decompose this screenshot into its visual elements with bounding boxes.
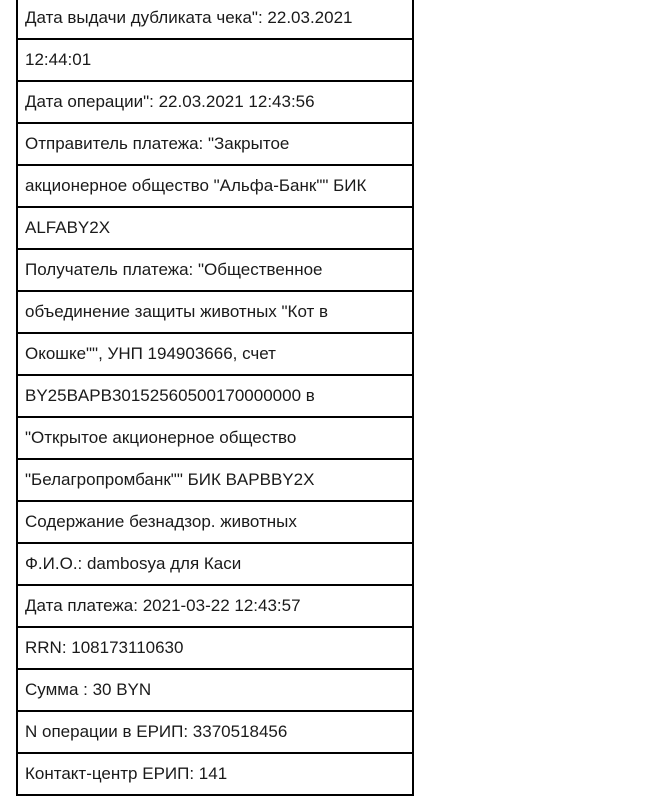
receipt-line-sender-1: Отправитель платежа: "Закрытое bbox=[18, 124, 412, 166]
receipt-line-sender-3: ALFABY2X bbox=[18, 208, 412, 250]
receipt-line-bank-1: "Открытое акционерное общество bbox=[18, 418, 412, 460]
receipt-line-recipient-1: Получатель платежа: "Общественное bbox=[18, 250, 412, 292]
receipt-line-duplicate-time: 12:44:01 bbox=[18, 40, 412, 82]
receipt-line-purpose: Содержание безнадзор. животных bbox=[18, 502, 412, 544]
receipt-line-account: BY25BAPB30152560500170000000 в bbox=[18, 376, 412, 418]
receipt-line-contact-center: Контакт-центр ЕРИП: 141 bbox=[18, 754, 412, 796]
receipt-line-rrn: RRN: 108173110630 bbox=[18, 628, 412, 670]
receipt-line-duplicate-date: Дата выдачи дубликата чека": 22.03.2021 bbox=[18, 0, 412, 40]
receipt-table bbox=[16, 0, 414, 796]
receipt-line-recipient-3: Окошке"", УНП 194903666, счет bbox=[18, 334, 412, 376]
receipt-line-erip-operation: N операции в ЕРИП: 3370518456 bbox=[18, 712, 412, 754]
receipt-line-recipient-2: объединение защиты животных "Кот в bbox=[18, 292, 412, 334]
receipt-line-amount: Сумма : 30 BYN bbox=[18, 670, 412, 712]
receipt-line-payment-date: Дата платежа: 2021-03-22 12:43:57 bbox=[18, 586, 412, 628]
receipt-line-operation-date: Дата операции": 22.03.2021 12:43:56 bbox=[18, 82, 412, 124]
receipt-line-payer-name: Ф.И.О.: dambosya для Каси bbox=[18, 544, 412, 586]
receipt-line-bank-2: "Белагропромбанк"" БИК BAPBBY2X bbox=[18, 460, 412, 502]
receipt-line-sender-2: акционерное общество "Альфа-Банк"" БИК bbox=[18, 166, 412, 208]
